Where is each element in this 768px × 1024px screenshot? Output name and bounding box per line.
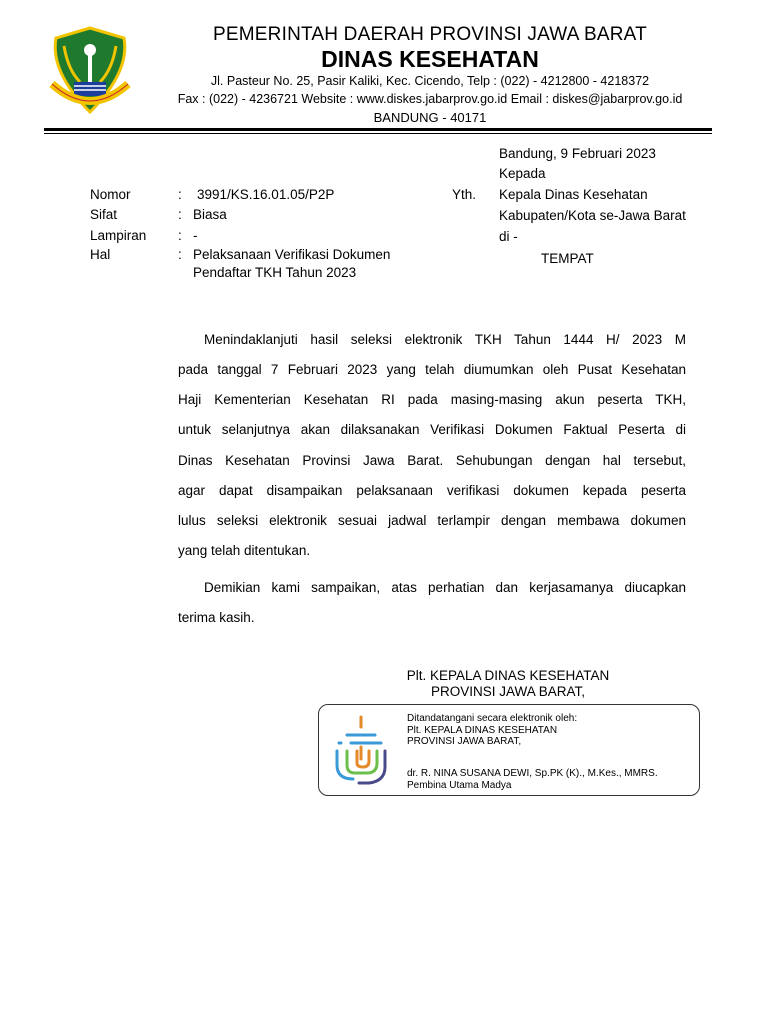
body-line: pada tanggal 7 Februari 2023 yang telah diumumkan oleh Pusat Kesehatan bbox=[178, 362, 686, 377]
esign-title: Plt. KEPALA DINAS KESEHATAN bbox=[407, 725, 558, 736]
recipient-place: TEMPAT bbox=[541, 251, 594, 266]
meta-value-hal-cont: Pendaftar TKH Tahun 2023 bbox=[193, 265, 357, 280]
signer-rank: Pembina Utama Madya bbox=[407, 780, 512, 791]
meta-separator: : bbox=[178, 187, 182, 202]
meta-value-hal: Pelaksanaan Verifikasi Dokumen bbox=[193, 247, 391, 262]
e-signature-box bbox=[318, 704, 700, 796]
esign-title: PROVINSI JAWA BARAT, bbox=[407, 736, 522, 747]
meta-value-nomor: 3991/KS.16.01.05/P2P bbox=[197, 187, 335, 202]
address-line: Jl. Pasteur No. 25, Pasir Kaliki, Kec. Cicendo, Telp : (022) - 4212800 - 4218372 bbox=[210, 74, 650, 88]
meta-label-sifat: Sifat bbox=[90, 207, 118, 222]
meta-separator: : bbox=[178, 228, 182, 243]
meta-value-lampiran: - bbox=[193, 228, 198, 243]
closing-line: Demikian kami sampaikan, atas perhatian dan kerjasamanya diucapkan bbox=[204, 580, 686, 595]
meta-separator: : bbox=[178, 207, 182, 222]
esign-caption: Ditandatangani secara elektronik oleh: bbox=[407, 713, 578, 724]
meta-separator: : bbox=[178, 247, 182, 262]
signature-title: Plt. KEPALA DINAS KESEHATAN bbox=[406, 668, 610, 683]
city-line: BANDUNG - 40171 bbox=[373, 110, 487, 125]
body-line: Dinas Kesehatan Provinsi Jawa Barat. Sehubungan dengan hal tersebut, bbox=[178, 453, 686, 468]
signature-title: PROVINSI JAWA BARAT, bbox=[430, 684, 586, 699]
agency-name: DINAS KESEHATAN bbox=[321, 46, 539, 72]
body-line: lulus seleksi elektronik sesuai jadwal terlampir dengan membawa dokumen bbox=[178, 513, 686, 528]
meta-value-sifat: Biasa bbox=[193, 207, 227, 222]
meta-label-nomor: Nomor bbox=[90, 187, 131, 202]
closing-line: terima kasih. bbox=[178, 610, 255, 625]
meta-label-lampiran: Lampiran bbox=[90, 228, 147, 243]
header-divider-thin bbox=[44, 133, 712, 134]
recipient-line: Kabupaten/Kota se-Jawa Barat bbox=[499, 208, 686, 223]
body-line: yang telah ditentukan. bbox=[178, 543, 311, 558]
body-line: agar dapat disampaikan pelaksanaan verifikasi dokumen kepada peserta bbox=[178, 483, 686, 498]
bsre-esign-icon bbox=[329, 713, 399, 787]
body-line: Menindaklanjuti hasil seleksi elektronik TKH Tahun 1444 H/ 2023 M bbox=[204, 332, 686, 347]
government-name: PEMERINTAH DAERAH PROVINSI JAWA BARAT bbox=[213, 24, 647, 45]
letter-date: Bandung, 9 Februari 2023 bbox=[499, 146, 656, 161]
kepada-label: Kepada bbox=[499, 166, 546, 181]
body-line: Haji Kementerian Kesehatan RI pada masing-masing akun peserta TKH, bbox=[178, 392, 686, 407]
signer-name: dr. R. NINA SUSANA DEWI, Sp.PK (K)., M.Kes., MMRS. bbox=[407, 768, 658, 779]
contact-line: Fax : (022) - 4236721 Website : www.diskes.jabarprov.go.id Email : diskes@jabarprov.go.id bbox=[177, 92, 683, 106]
recipient-line: di - bbox=[499, 229, 518, 244]
jawa-barat-emblem-icon bbox=[44, 24, 136, 116]
body-line: untuk selanjutnya akan dilaksanakan Verifikasi Dokumen Faktual Peserta di bbox=[178, 422, 686, 437]
yth-label: Yth. bbox=[452, 187, 477, 202]
meta-label-hal: Hal bbox=[90, 247, 111, 262]
recipient-line: Kepala Dinas Kesehatan bbox=[499, 187, 648, 202]
header-divider bbox=[44, 128, 712, 131]
